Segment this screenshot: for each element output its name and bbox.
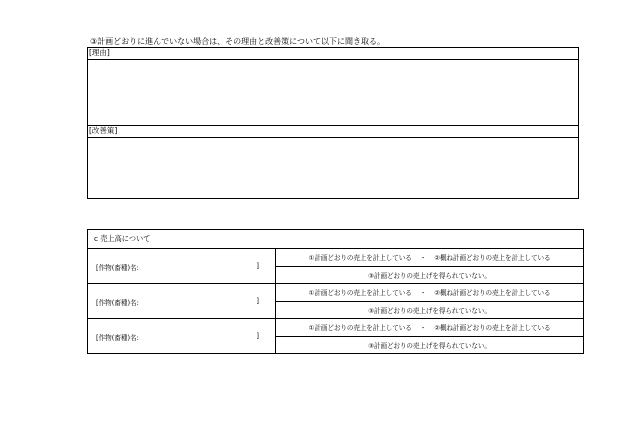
option-on-plan[interactable]: ①計画どおりの売上を計上している	[308, 324, 412, 333]
sales-options-line-2	[276, 301, 584, 319]
sales-header-row	[88, 230, 584, 249]
option-separator: ・	[419, 324, 427, 333]
option-not-on-plan[interactable]: ③計画どおりの売上げを得られていない。	[368, 306, 491, 315]
option-mostly-on-plan[interactable]: ②概ね計画どおりの売上を計上している	[434, 289, 551, 298]
crop-name-label: [作物(畜種)名:	[96, 264, 139, 272]
sales-options-line-1	[276, 284, 584, 302]
sales-title: c 売上高について	[88, 230, 584, 249]
table-row	[88, 284, 584, 302]
option-mostly-on-plan[interactable]: ②概ね計画どおりの売上を計上している	[434, 254, 551, 263]
option-not-on-plan[interactable]: ③計画どおりの売上げを得られていない。	[368, 341, 491, 350]
intro-instruction: ③計画どおりに進んでいない場合は、その理由と改善策について以下に聞き取る。	[90, 37, 386, 46]
sales-options-line-1	[276, 249, 584, 267]
table-row	[88, 249, 584, 267]
improvement-label-rule	[88, 137, 578, 138]
reason-label-rule	[88, 59, 578, 60]
improvement-label: [改善策]	[89, 126, 118, 135]
crop-name-cell[interactable]	[88, 249, 276, 284]
crop-name-bracket: ]	[256, 262, 259, 270]
improvement-box[interactable]	[87, 125, 579, 199]
option-separator: ・	[419, 289, 427, 298]
crop-name-label: [作物(畜種)名:	[96, 299, 139, 307]
crop-name-bracket: ]	[256, 332, 259, 340]
crop-name-cell[interactable]	[88, 319, 276, 354]
option-on-plan[interactable]: ①計画どおりの売上を計上している	[308, 289, 412, 298]
table-row	[88, 319, 584, 337]
sales-table	[87, 229, 584, 354]
option-on-plan[interactable]: ①計画どおりの売上を計上している	[308, 254, 412, 263]
crop-name-cell[interactable]	[88, 284, 276, 319]
option-separator: ・	[419, 254, 427, 263]
sales-options-line-2	[276, 266, 584, 284]
sales-options-line-2	[276, 336, 584, 354]
crop-name-bracket: ]	[256, 297, 259, 305]
option-mostly-on-plan[interactable]: ②概ね計画どおりの売上を計上している	[434, 324, 551, 333]
reason-box[interactable]	[87, 47, 579, 126]
sales-options-line-1	[276, 319, 584, 337]
reason-label: [理由]	[89, 48, 110, 57]
option-not-on-plan[interactable]: ③計画どおりの売上げを得られていない。	[368, 271, 491, 280]
crop-name-label: [作物(畜種)名:	[96, 334, 139, 342]
